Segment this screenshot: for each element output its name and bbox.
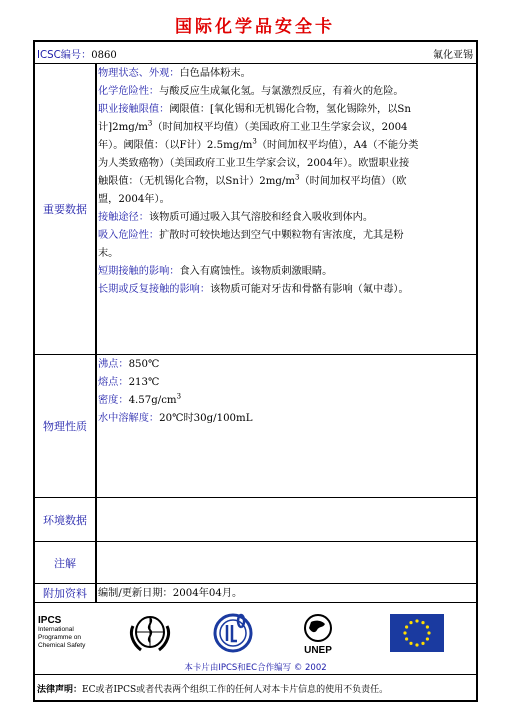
line-long-term: 长期或反复接触的影响：该物质可能对牙齿和骨骼有影响（氟中毒）。 [98,284,409,295]
line-short-term: 短期接触的影响：食入有腐蚀性。该物质刺激眼睛。 [98,266,333,277]
card-header [35,42,476,64]
eu-flag-icon [390,614,444,652]
legal-text: EC或者IPCS或者代表两个组织工作的任何人对本卡片信息的使用不负责任。 [82,685,389,695]
section-label-extra: 附加资料 [35,584,97,602]
section-label-environment: 环境数据 [35,498,97,541]
chemical-name: 氟化亚锡 [433,50,473,61]
line-exposure-limits-2: 计]$2mg/m^3$（时间加权平均值）（美国政府工业卫生学家会议，2004 [98,119,408,133]
unep-wordmark: UNEP [304,645,332,656]
icsc-number [37,46,117,61]
physical-content [97,355,476,497]
line-appearance: 物理状态、外观：白色晶体粉末。 [98,68,251,79]
safety-card [33,40,478,702]
line-exposure-limits: 职业接触限值：阈限值：[氧化锡和无机锡化合物，氢化锡除外，以Sn [98,104,411,115]
line-exposure-limits-4: 为人类致癌物）（美国政府工业卫生学家会议，2004年）。欧盟职业接 [98,158,410,169]
notes-content [97,542,476,583]
section-label-physical: 物理性质 [35,355,97,497]
legal-label: 法律声明： [37,685,83,695]
line-inhalation-risk-2: 末。 [98,248,119,259]
section-environment [35,498,476,542]
card-title: 国际化学品安全卡 [175,17,335,37]
line-chemical-danger: 化学危险性：与酸反应生成氟化氢。与氯激烈反应，有着火的危险。 [98,86,404,97]
line-density: 密度：$4.57g/cm^3$ [98,392,182,406]
extra-content: 编制/更新日期：2004年04月。 [98,588,243,599]
section-physical [35,355,476,498]
icsc-label: ICSC编号： [37,50,92,61]
line-inhalation-risk: 吸入危险性：扩散时可较快地达到空气中颗粒物有害浓度，尤其是粉 [98,230,404,241]
section-label-important: 重要数据 [35,64,97,354]
unep-logo-icon [293,612,343,656]
section-label-notes: 注解 [35,542,97,583]
ipcs-logo: IPCS International Programme on Chemical Safety [38,615,86,649]
line-exposure-route: 接触途径：该物质可通过吸入其气溶胶和经食入吸收到体内。 [98,212,374,223]
line-boiling-point: 沸点：850℃ [98,359,160,370]
line-solubility: 水中溶解度：20℃时30g/100mL [98,413,253,424]
logo-strip [35,603,476,675]
section-extra [35,584,476,603]
line-exposure-limits-6: 盟，2004年）。 [98,194,170,205]
line-exposure-limits-3: 年）。阈限值：（以F计）$2.5mg/m^3$（时间加权平均值），A4（不能分类 [98,137,419,151]
icsc-value: 0860 [91,50,117,61]
line-melting-point: 熔点：213℃ [98,377,160,388]
environment-content [97,498,476,541]
important-content [97,64,476,354]
cooperation-caption: 本卡片由IPCS和EC合作编写 © 2002 [184,663,327,673]
who-emblem-icon [125,612,175,656]
line-exposure-limits-5: 触限值：（无机锡化合物，以Sn计）$2mg/m^3$（时间加权平均值）（欧 [98,173,407,187]
legal-notice [35,675,476,702]
section-important [35,64,476,355]
ilo-logo-icon [210,612,256,656]
section-notes [35,542,476,584]
